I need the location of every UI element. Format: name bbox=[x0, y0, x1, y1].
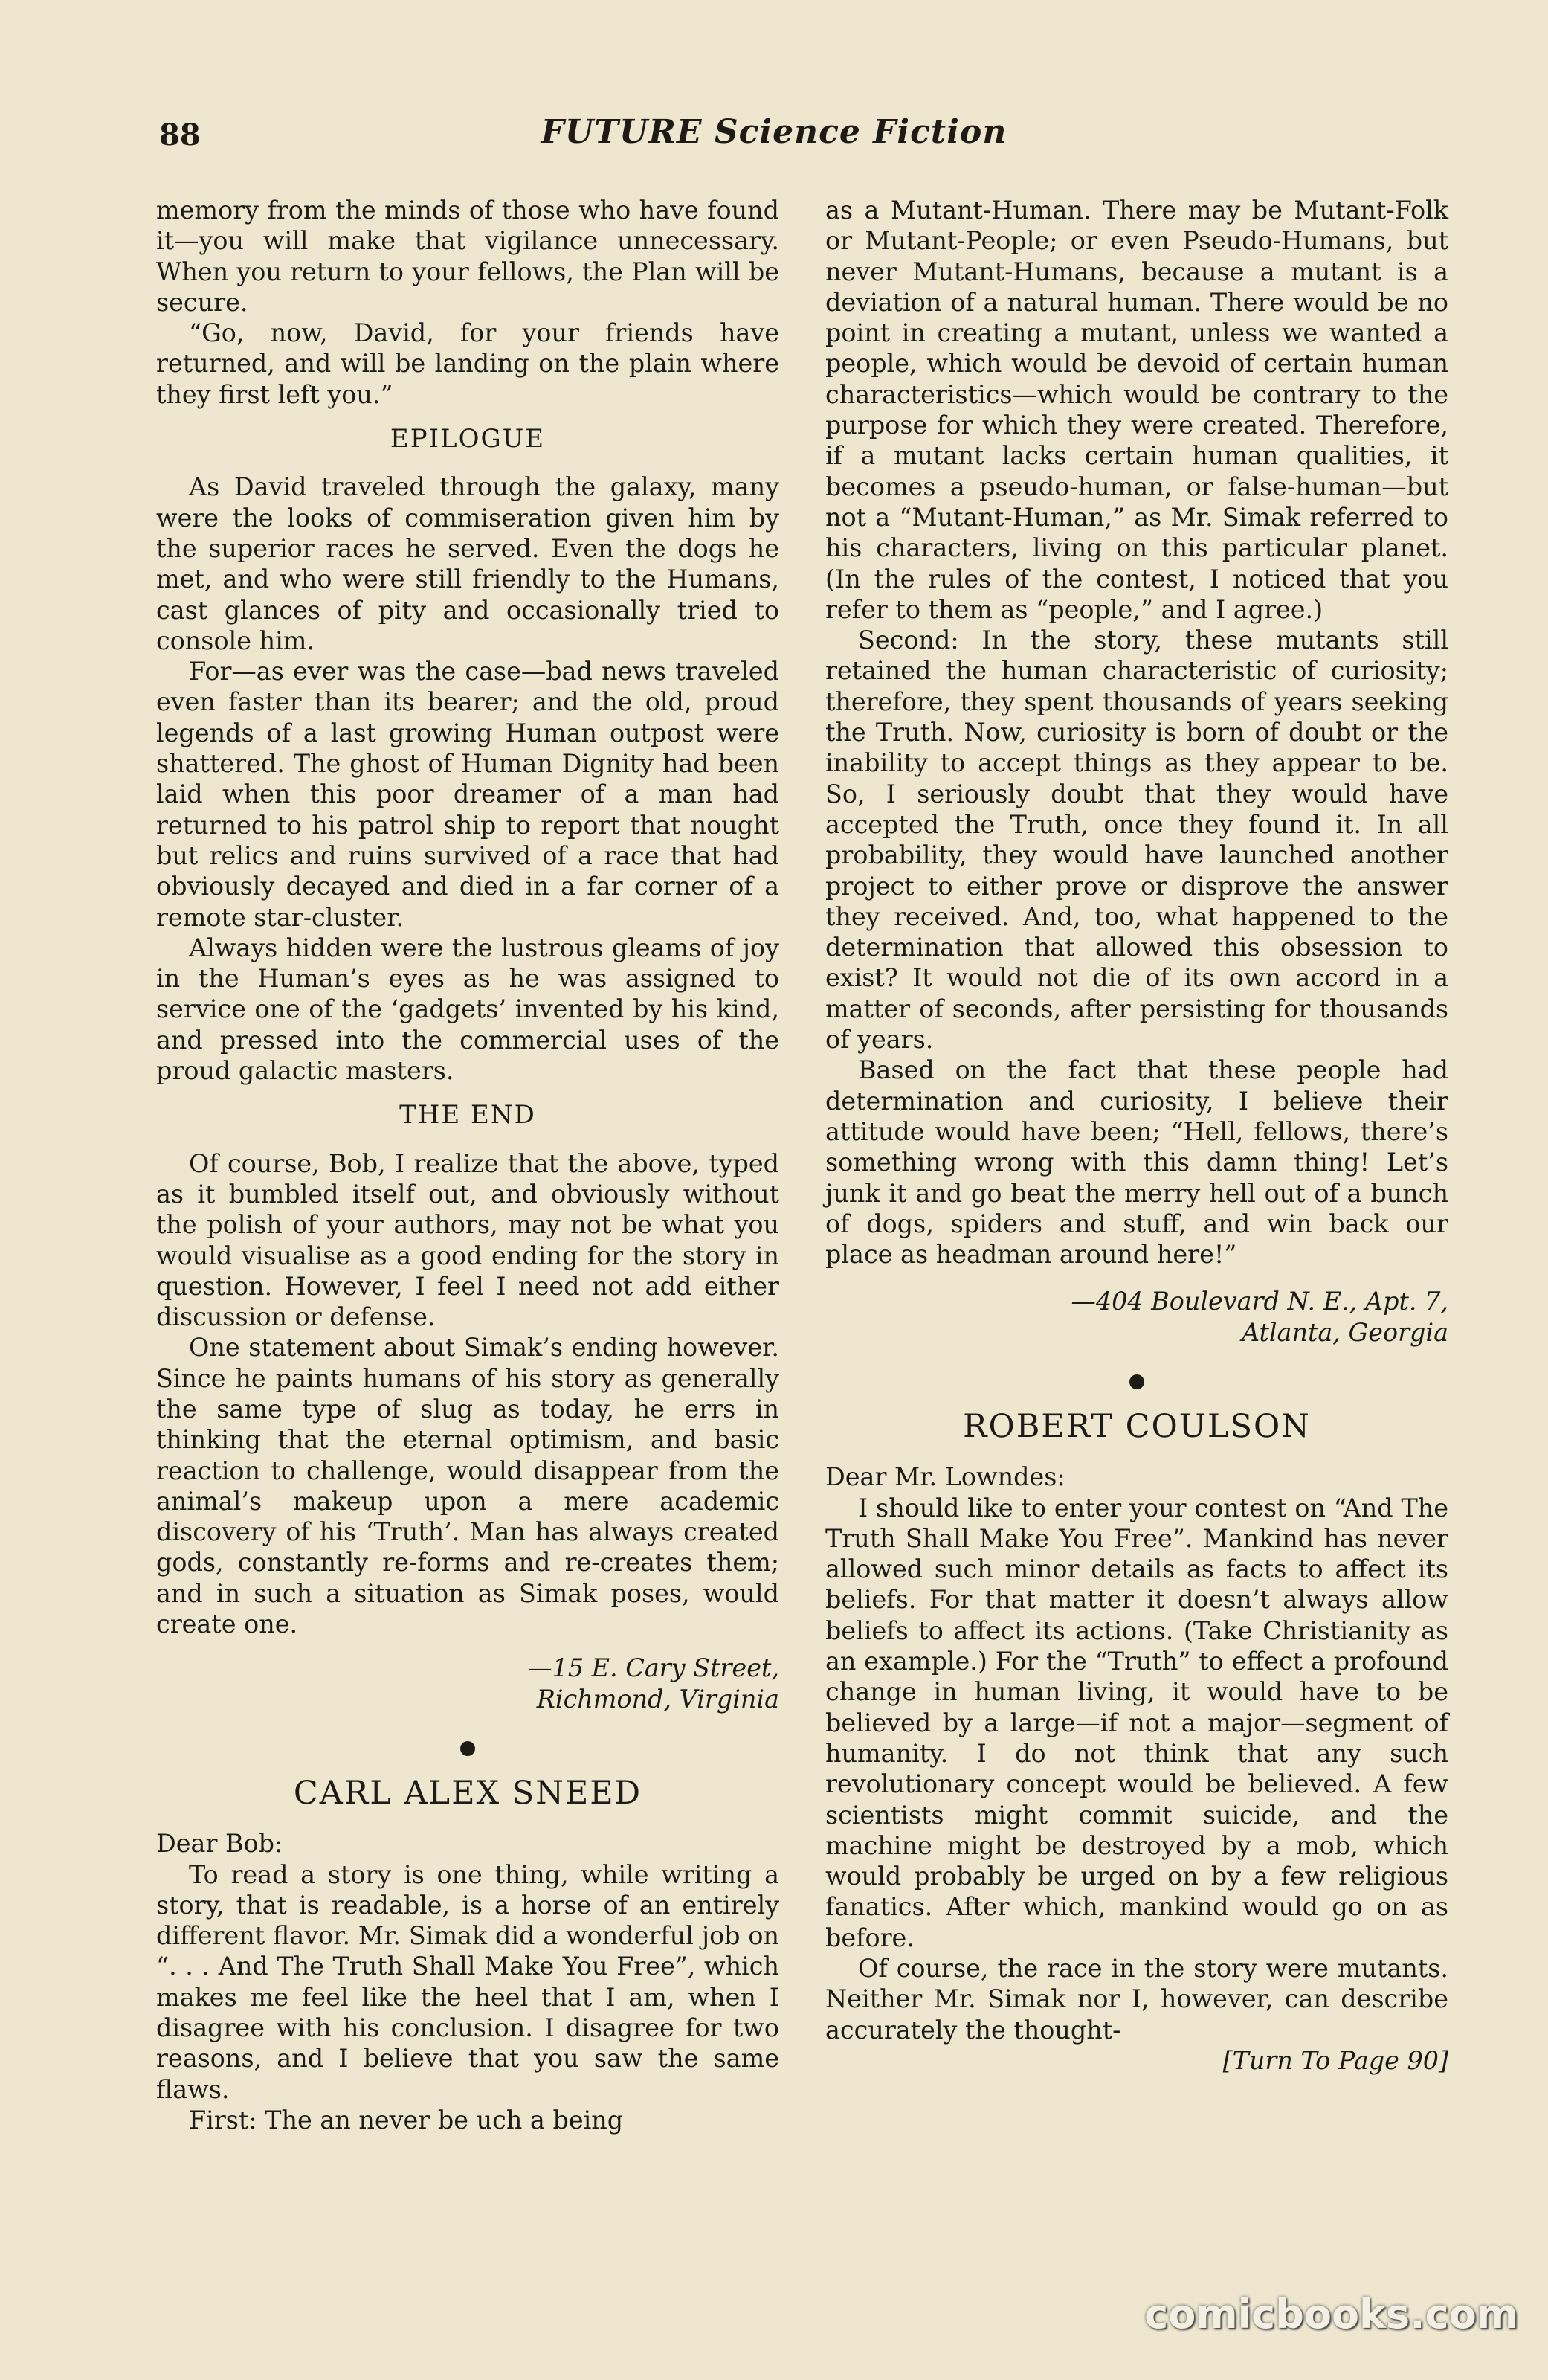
paragraph: Of course, Bob, I realize that the above, typed as it bumbled itself out, and obviously without the polish of your authors, may not be what you would visualise as a good ending for the story in question. However, I feel I need not add either discussion or defense. bbox=[156, 1148, 779, 1332]
paragraph: Of course, the race in the story were mutants. Neither Mr. Simak nor I, however, can describe accurately the thought- bbox=[825, 1954, 1448, 2045]
continuation-note: [Turn To Page 90] bbox=[1222, 2045, 1448, 2075]
address-line: —15 E. Cary Street, bbox=[527, 1653, 779, 1683]
paragraph: “Go, now, David, for your friends have returned, and will be landing on the plain where they first left you.” bbox=[156, 318, 779, 409]
paragraph: as a Mutant-Human. There may be Mutant-Folk or Mutant-People; or even Pseudo-Humans, but never Mutant-Humans, because a mutant is a deviation of a natural human. There would be no point in creating a mutant, unless we wanted a people, which would be devoid of certain human characteristics—which would be contrary to the purpose for which they were created. Therefore, if a mutant lacks certain human qualities, it becomes a pseudo-human, or false-human—but not a “Mutant-Human,” as Mr. Simak referred to his characters, living on this particular planet. (In the rules of the contest, I noticed that you refer to them as “people,” and I agree.) bbox=[825, 196, 1448, 624]
epilogue-heading: EPILOGUE bbox=[390, 424, 546, 454]
paragraph: To read a story is one thing, while writing a story, that is readable, is a horse of an entirely different flavor. Mr. Simak did a wonderful job on “. . . And The Truth Shall Make You Free”, which makes me feel like the heel that I am, when I disagree with his conclusion. I disagree for two reasons, and I believe that you saw the same flaws. bbox=[156, 1859, 779, 2104]
address-line: Atlanta, Georgia bbox=[1241, 1317, 1448, 1347]
watermark: comicbooks.com bbox=[1144, 2291, 1518, 2338]
address-line: Richmond, Virginia bbox=[536, 1684, 779, 1714]
author-heading: ROBERT COULSON bbox=[963, 1407, 1311, 1445]
left-column bbox=[156, 195, 779, 2135]
page-number: 88 bbox=[159, 118, 201, 152]
right-column bbox=[825, 195, 1448, 2076]
address-line: —404 Boulevard N. E., Apt. 7, bbox=[1071, 1287, 1448, 1316]
author-heading: CARL ALEX SNEED bbox=[293, 1774, 642, 1812]
paragraph: I should like to enter your contest on “And The Truth Shall Make You Free”. Mankind has never allowed such minor details as facts to affect its beliefs. For that matter it doesn’t always allow beliefs to affect its actions. (Take Christianity as an example.) For the “Truth” to effect a profound change in human living, it would have to be believed by a large—if not a major—segment of humanity. I do not think that any such revolutionary concept would be believed. A few scientists might commit suicide, and the machine might be destroyed by a mob, which would probably be urged on by a few religious fanatics. After which, mankind would go on as before. bbox=[825, 1493, 1448, 1952]
salutation: Dear Mr. Lowndes: bbox=[825, 1462, 1065, 1492]
paragraph: memory from the minds of those who have found it—you will make that vigilance unnecessary. When you return to your fellows, the Plan will be secure. bbox=[156, 196, 779, 317]
running-title: FUTURE Science Fiction bbox=[541, 113, 1007, 151]
paragraph: Based on the fact that these people had determination and curiosity, I believe their attitude would have been; “Hell, fellows, there’s something wrong with this damn thing! Let’s junk it and go beat the merry hell out of a bunch of dogs, spiders and stuff, and win back our place as headman around here!” bbox=[825, 1055, 1448, 1270]
paragraph: Second: In the story, these mutants still retained the human characteristic of curiosity; therefore, they spent thousands of years seeking the Truth. Now, curiosity is born of doubt or the inability to accept things as they appear to be. So, I seriously doubt that they would have accepted the Truth, once they found it. In all probability, they would have launched another project to either prove or disprove the answer they received. And, too, what happened to the determination that allowed this obsession to exist? It would not die of its own accord in a matter of seconds, after persisting for thousands of years. bbox=[825, 625, 1448, 1055]
the-end-heading: THE END bbox=[399, 1100, 536, 1130]
paragraph: As David traveled through the galaxy, many were the looks of commiseration given him by the superior races he served. Even the dogs he met, and who were still friendly to the Humans, cast glances of pity and occasionally tried to console him. bbox=[156, 472, 779, 655]
paragraph: One statement about Simak’s ending however. Since he paints humans of his story as generally the same type of slug as today, he errs in thinking that the eternal optimism, and basic reaction to challenge, would disappear from the animal’s makeup upon a mere academic discovery of his ‘Truth’. Man has always created gods, constantly re-forms and re-creates them; and in such a situation as Simak poses, would create one. bbox=[156, 1333, 779, 1639]
paragraph: First: The an never be uch a being bbox=[189, 2105, 624, 2135]
paragraph: Always hidden were the lustrous gleams of joy in the Human’s eyes as he was assigned to service one of the ‘gadgets’ invented by his kind, and pressed into the commercial uses of the proud galactic masters. bbox=[156, 933, 779, 1086]
section-divider-dot bbox=[460, 1741, 475, 1756]
salutation: Dear Bob: bbox=[156, 1829, 283, 1859]
paragraph: For—as ever was the case—bad news traveled even faster than its bearer; and the old, proud legends of a last growing Human outpost were shattered. The ghost of Human Dignity had been laid when this poor dreamer of a man had returned to his patrol ship to report that nought but relics and ruins survived of a race that had obviously decayed and died in a far corner of a remote star-cluster. bbox=[156, 657, 779, 932]
section-divider-dot bbox=[1129, 1374, 1144, 1389]
